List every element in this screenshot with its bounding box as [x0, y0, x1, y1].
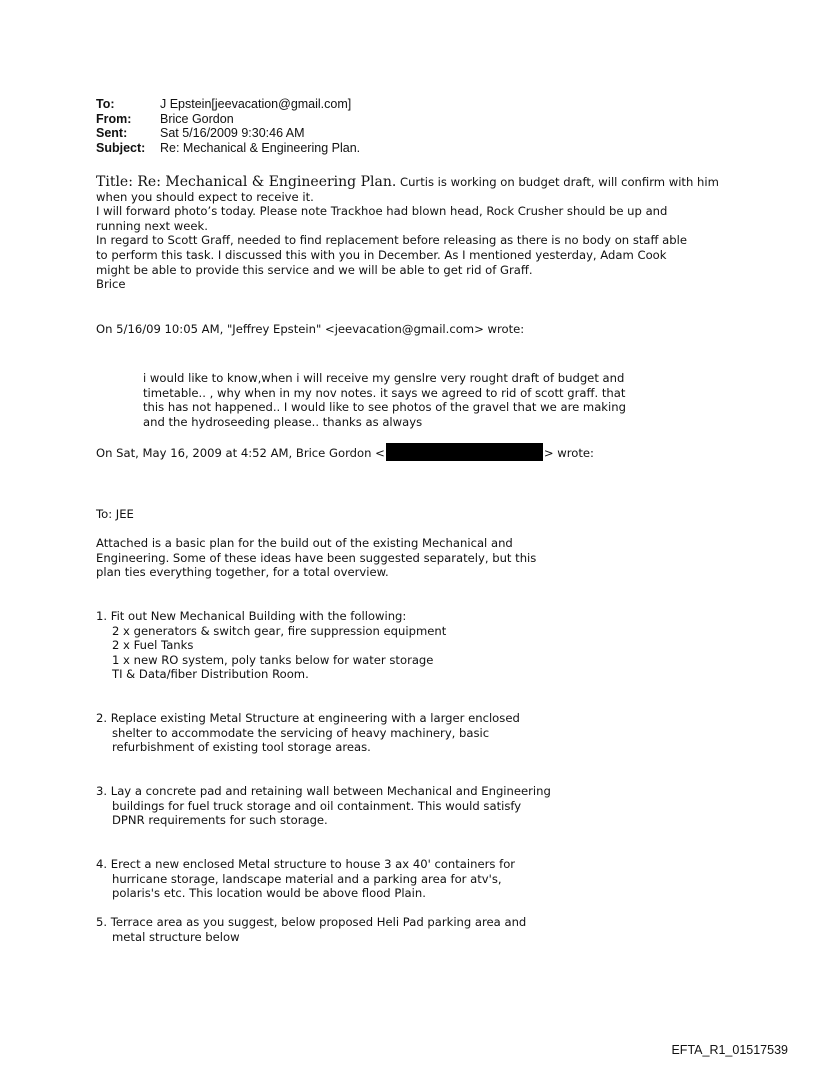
item-2-line-1: 2. Replace existing Metal Structure at engineering with a larger enclosed: [96, 711, 520, 725]
to-row: [96, 97, 360, 112]
item-4-line-1: 4. Erect a new enclosed Metal structure to house 3 ax 40' containers for: [96, 857, 516, 871]
quote1-header: On 5/16/09 10:05 AM, "Jeffrey Epstein" <jeevacation@gmail.com> wrote:: [96, 322, 525, 336]
sent-label: Sent:: [96, 126, 128, 140]
item-5-line-2: metal structure below: [112, 929, 240, 944]
quote2-header-after: > wrote:: [543, 446, 594, 460]
reply-title: Title: Re: Mechanical & Engineering Plan.: [96, 174, 397, 190]
item-2-line-2: shelter to accommodate the servicing of heavy machinery, basic: [112, 725, 490, 740]
reply-line-5: In regard to Scott Graff, needed to find replacement before releasing as there is no body on staff able: [96, 233, 688, 248]
memo-intro: [96, 536, 536, 580]
redaction-block: [386, 443, 543, 461]
from-value: Brice Gordon: [160, 111, 234, 126]
sent-value: Sat 5/16/2009 9:30:46 AM: [160, 126, 305, 140]
subject-value: Re: Mechanical & Engineering Plan.: [160, 140, 361, 155]
list-item-5: [96, 915, 526, 944]
memo-intro-1: Attached is a basic plan for the build out of the existing Mechanical and: [96, 536, 513, 550]
item-1-line-2: 2 x generators & switch gear, fire suppression equipment: [112, 623, 447, 638]
item-1-line-1: 1. Fit out New Mechanical Building with the following:: [96, 609, 407, 623]
quote1-line-3: this has not happened.. I would like to see photos of the gravel that we are making: [143, 400, 626, 415]
item-3-line-1: 3. Lay a concrete pad and retaining wall between Mechanical and Engineering: [96, 784, 551, 798]
item-1-line-3: 2 x Fuel Tanks: [112, 638, 194, 653]
list-item-2: [96, 711, 520, 755]
from-row: [96, 112, 360, 127]
item-3-line-2: buildings for fuel truck storage and oil containment. This would satisfy: [112, 798, 522, 813]
reply-line-4: running next week.: [96, 218, 208, 233]
list-item-4: [96, 857, 515, 901]
item-1-line-5: TI & Data/fiber Distribution Room.: [112, 667, 309, 682]
sent-row: [96, 126, 360, 141]
item-4-line-2: hurricane storage, landscape material and a parking area for atv's,: [112, 871, 502, 886]
to-label: To:: [96, 97, 115, 111]
bates-number: EFTA_R1_01517539: [671, 1043, 788, 1057]
item-4-line-3: polaris's etc. This location would be above flood Plain.: [112, 886, 426, 901]
memo-to: To: JEE: [96, 507, 134, 521]
item-1-line-4: 1 x new RO system, poly tanks below for water storage: [112, 652, 434, 667]
list-item-3: [96, 784, 551, 828]
quote2-header: [96, 443, 594, 461]
reply-line-3: I will forward photo’s today. Please note Trackhoe had blown head, Rock Crusher should be up and: [96, 204, 668, 219]
reply-line-6: to perform this task. I discussed this with you in December. As I mentioned yesterday, Adam Cook: [96, 247, 667, 262]
reply-line-2: when you should expect to receive it.: [96, 189, 314, 204]
subject-label: Subject:: [96, 140, 146, 155]
reply-line-1: Curtis is working on budget draft, will confirm with him: [396, 175, 719, 189]
reply-line: [96, 175, 719, 190]
memo-intro-2: Engineering. Some of these ideas have been suggested separately, but this: [96, 550, 537, 565]
reply-line-7: might be able to provide this service and we will be able to get rid of Graff.: [96, 262, 533, 277]
to-value: J Epstein[jeevacation@gmail.com]: [160, 97, 352, 111]
reply-signature: Brice: [96, 277, 126, 292]
quote1-body: [143, 371, 626, 429]
from-label: From:: [96, 111, 132, 126]
quote1-line-1: i would like to know,when i will receive my genslre very rought draft of budget and: [143, 371, 625, 385]
subject-row: [96, 141, 360, 156]
list-item-1: [96, 609, 446, 682]
quote2-header-before: On Sat, May 16, 2009 at 4:52 AM, Brice Gordon <: [96, 446, 385, 460]
email-header: [96, 97, 360, 155]
quote1-line-2: timetable.. , why when in my nov notes. it says we agreed to rid of scott graff. that: [143, 385, 626, 400]
item-2-line-3: refurbishment of existing tool storage areas.: [112, 740, 371, 755]
item-3-line-3: DPNR requirements for such storage.: [112, 813, 328, 828]
item-5-line-1: 5. Terrace area as you suggest, below proposed Heli Pad parking area and: [96, 915, 527, 929]
memo-intro-3: plan ties everything together, for a total overview.: [96, 565, 389, 580]
reply-body: [96, 175, 719, 292]
quote1-line-4: and the hydroseeding please.. thanks as always: [143, 414, 423, 429]
